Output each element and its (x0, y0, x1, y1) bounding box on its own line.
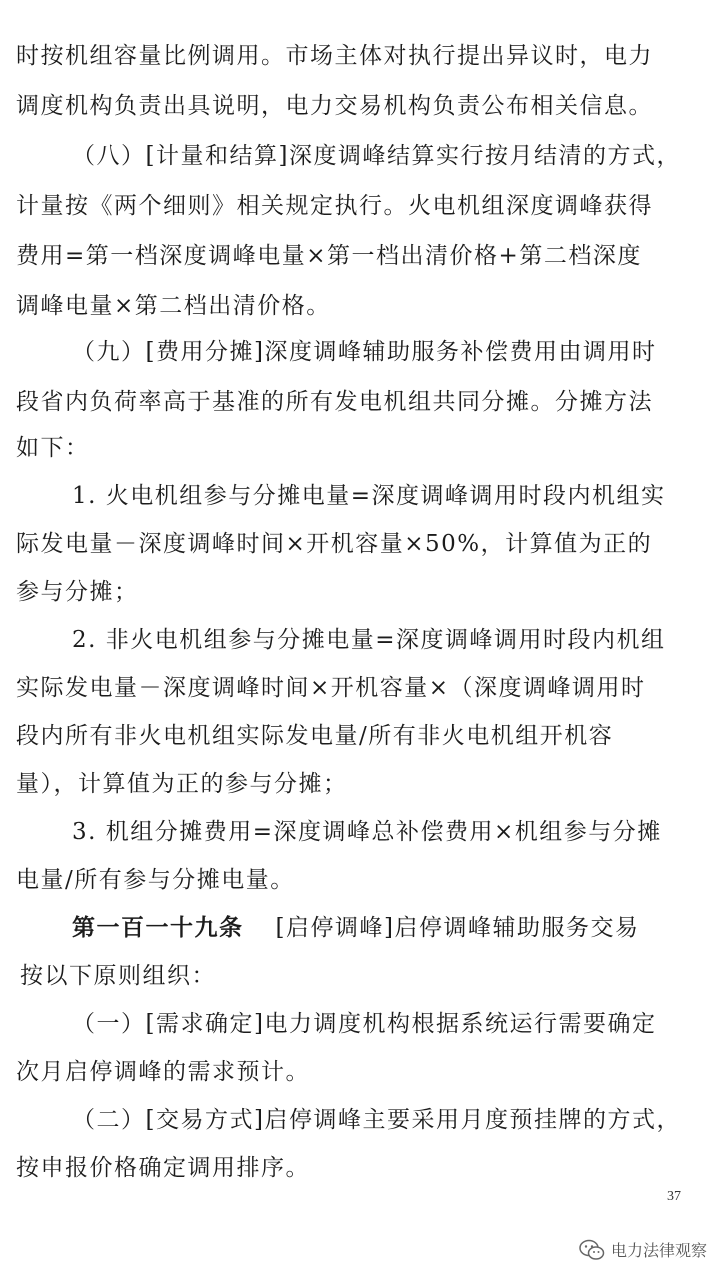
article-title: 第一百一十九条 (72, 914, 244, 941)
text-line: 按申报价格确定调用排序。 (16, 1155, 310, 1181)
watermark-text: 电力法律观察 (610, 1241, 707, 1260)
text-line: 调度机构负责出具说明，电力交易机构负责公布相关信息。 (16, 93, 653, 119)
text-line: 参与分摊； (16, 579, 139, 605)
text-line: 3. 机组分摊费用=深度调峰总补偿费用×机组参与分摊 (72, 819, 662, 845)
text-line: 计量按《两个细则》相关规定执行。火电机组深度调峰获得 (16, 193, 653, 219)
page-number: 37 (667, 1189, 681, 1204)
article-heading-line (72, 912, 719, 944)
text-line: （八）[计量和结算]深度调峰结算实行按月结清的方式， (72, 143, 681, 169)
text-line: 电量/所有参与分摊电量。 (16, 867, 295, 893)
text-line: 调峰电量×第二档出清价格。 (16, 293, 331, 319)
text-line: 时按机组容量比例调用。市场主体对执行提出异议时，电力 (16, 43, 653, 69)
text-line: 1. 火电机组参与分摊电量=深度调峰调用时段内机组实 (72, 483, 666, 509)
text-line: 实际发电量－深度调峰时间×开机容量×（深度调峰调用时 (16, 675, 646, 701)
text-line: 际发电量－深度调峰时间×开机容量×50%，计算值为正的 (16, 531, 653, 557)
text-line: 次月启停调峰的需求预计。 (16, 1059, 310, 1085)
text-line: 段内所有非火电机组实际发电量/所有非火电机组开机容 (16, 723, 614, 749)
article-text: [启停调峰]启停调峰辅助服务交易 (275, 915, 640, 941)
text-line: 如下： (16, 435, 90, 461)
watermark (579, 1238, 707, 1261)
text-line: 段省内负荷率高于基准的所有发电机组共同分摊。分摊方法 (16, 389, 653, 415)
text-line: 2. 非火电机组参与分摊电量=深度调峰调用时段内机组 (72, 627, 666, 653)
text-line: 量），计算值为正的参与分摊； (16, 771, 348, 797)
text-line: 按以下原则组织： (20, 963, 216, 989)
text-line: 费用=第一档深度调峰电量×第一档出清价格+第二档深度 (16, 243, 642, 269)
wechat-icon (579, 1239, 605, 1261)
text-line: （九）[费用分摊]深度调峰辅助服务补偿费用由调用时 (72, 339, 657, 365)
text-line: （二）[交易方式]启停调峰主要采用月度预挂牌的方式， (72, 1107, 681, 1133)
text-line: （一）[需求确定]电力调度机构根据系统运行需要确定 (72, 1011, 657, 1037)
